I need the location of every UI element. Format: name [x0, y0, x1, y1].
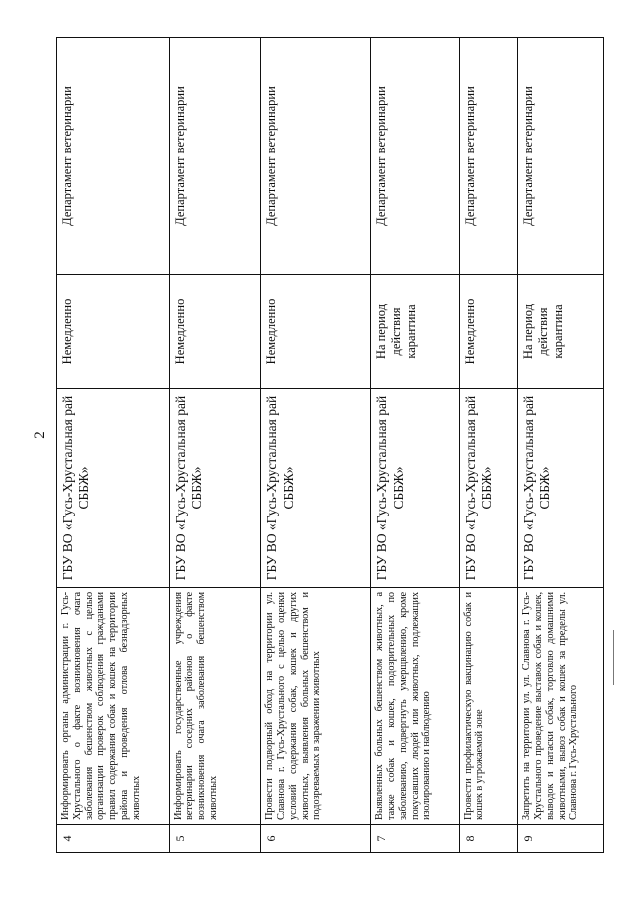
row-action: Провести профилактическую вакцинацию собак и кошек в угрожаемой зоне — [459, 588, 518, 825]
row-responsible: Департамент ветеринарии — [459, 38, 518, 275]
table-row — [169, 38, 261, 853]
row-term: Немедленно — [459, 275, 518, 389]
row-action: Запретить на территории ул. ул. Славнова г. Гусь-Хрустального проведение выставок собак и кошек, выводок и натаски собак, торговлю домашними животными, вывоз собак и кошек за пределы ул. Славнова г. Гусь-Хрустального — [518, 588, 604, 825]
row-responsible: Департамент ветеринарии — [57, 38, 170, 275]
row-term: Немедленно — [169, 275, 261, 389]
page-number: 2 — [32, 431, 48, 439]
row-executor: ГБУ ВО «Гусь-Хрустальная рай СББЖ» — [518, 389, 604, 588]
table-row — [371, 38, 459, 853]
row-action: Информировать государственные учреждения ветеринарии соседних районов о факте возникновения очага заболевания бешенством животных — [169, 588, 261, 825]
row-responsible: Департамент ветеринарии — [518, 38, 604, 275]
row-term: На период действия карантина — [518, 275, 604, 389]
row-action: Информировать органы администрации г. Гусь-Хрустального о факте возникновения очага заболевания бешенством животных с целью организации проверок соблюдения гражданами правил содержания собак и кошек на территории района и проведения отлова безнадзорных животных — [57, 588, 170, 825]
row-term: На период действия карантина — [371, 275, 459, 389]
row-term: Немедленно — [261, 275, 371, 389]
table-row — [261, 38, 371, 853]
table-row — [518, 38, 604, 853]
row-responsible: Департамент ветеринарии — [261, 38, 371, 275]
row-executor: ГБУ ВО «Гусь-Хрустальная рай СББЖ» — [169, 389, 261, 588]
row-executor: ГБУ ВО «Гусь-Хрустальная рай СББЖ» — [371, 389, 459, 588]
row-number: 4 — [57, 825, 170, 853]
row-number: 5 — [169, 825, 261, 853]
row-action: Выявленных больных бешенством животных, а также собак и кошек, подозрительных по заболеванию, подвергнуть умерщвлению, кроме покусавших людей или животных, подлежащих изолированию и наблюдению — [371, 588, 459, 825]
margin-mark — [613, 630, 614, 685]
row-executor: ГБУ ВО «Гусь-Хрустальная рай СББЖ» — [57, 389, 170, 588]
row-responsible: Департамент ветеринарии — [169, 38, 261, 275]
row-number: 8 — [459, 825, 518, 853]
rotated-page — [56, 38, 604, 853]
row-responsible: Департамент ветеринарии — [371, 38, 459, 275]
table-row — [57, 38, 170, 853]
row-number: 9 — [518, 825, 604, 853]
row-action: Провести подворный обход на территории ул. Славнова г. Гусь-Хрустального с целью оценки условий содержания собак, кошек и других животных, выявления больных бешенством и подозреваемых в заражении животных — [261, 588, 371, 825]
row-executor: ГБУ ВО «Гусь-Хрустальная рай СББЖ» — [459, 389, 518, 588]
table-row — [459, 38, 518, 853]
row-number: 6 — [261, 825, 371, 853]
measures-table — [56, 37, 604, 853]
row-number: 7 — [371, 825, 459, 853]
row-term: Немедленно — [57, 275, 170, 389]
row-executor: ГБУ ВО «Гусь-Хрустальная рай СББЖ» — [261, 389, 371, 588]
